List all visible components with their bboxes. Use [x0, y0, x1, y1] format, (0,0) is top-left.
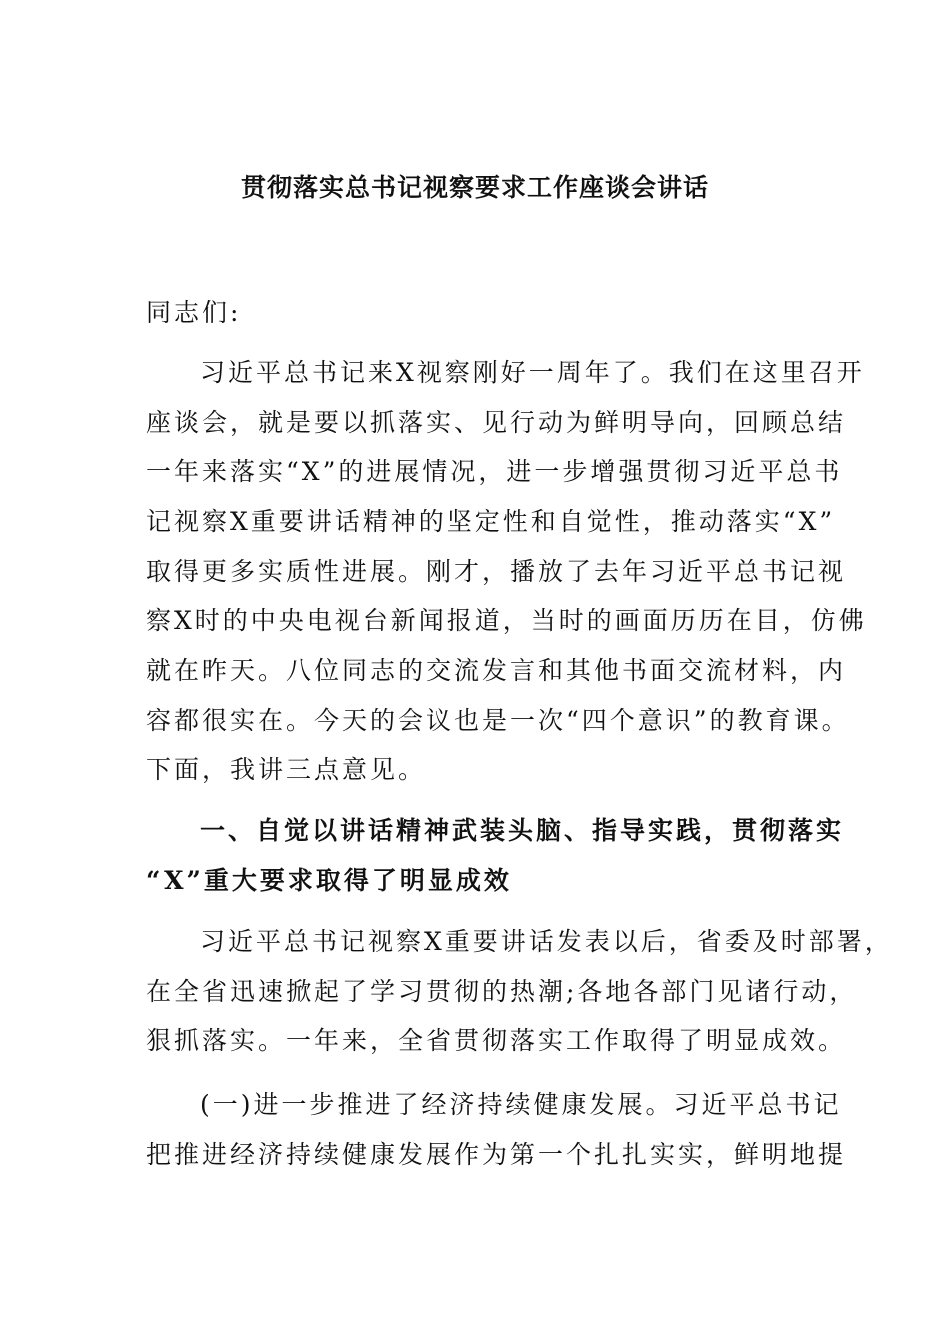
paragraph-line: 取得更多实质性进展。刚才，播放了去年习近平总书记视: [146, 557, 847, 586]
paragraph-line: 习近平总书记视察X重要讲话发表以后，省委及时部署，: [200, 927, 893, 956]
section-heading: 一、自觉以讲话精神武装头脑、指导实践，贯彻落实: [200, 816, 845, 845]
paragraph-line: 下面，我讲三点意见。: [146, 755, 427, 784]
paragraph-line: 就在昨天。八位同志的交流发言和其他书面交流材料，内: [146, 656, 847, 685]
section-heading: “X”重大要求取得了明显成效: [146, 866, 512, 895]
paragraph-line: 察X时的中央电视台新闻报道，当时的画面历历在目，仿佛: [146, 606, 867, 635]
paragraph-line: 座谈会，就是要以抓落实、见行动为鲜明导向，回顾总结: [146, 408, 847, 437]
paragraph-line: 在全省迅速掀起了学习贯彻的热潮;各地各部门见诸行动，: [146, 977, 858, 1006]
paragraph-line: 容都很实在。今天的会议也是一次“四个意识”的教育课。: [146, 706, 850, 735]
salutation: 同志们:: [146, 298, 242, 327]
paragraph-line: 记视察X重要讲话精神的坚定性和自觉性，推动落实“X”: [146, 507, 836, 536]
paragraph-line: 习近平总书记来X视察刚好一周年了。我们在这里召开: [200, 358, 865, 387]
paragraph-line: (一)进一步推进了经济持续健康发展。习近平总书记: [200, 1090, 842, 1119]
paragraph-line: 一年来落实“X”的进展情况，进一步增强贯彻习近平总书: [146, 457, 843, 486]
paragraph-line: 狠抓落实。一年来，全省贯彻落实工作取得了明显成效。: [146, 1026, 847, 1055]
paragraph-line: 把推进经济持续健康发展作为第一个扎扎实实，鲜明地提: [146, 1140, 847, 1169]
document-title: 贯彻落实总书记视察要求工作座谈会讲话: [240, 173, 709, 202]
